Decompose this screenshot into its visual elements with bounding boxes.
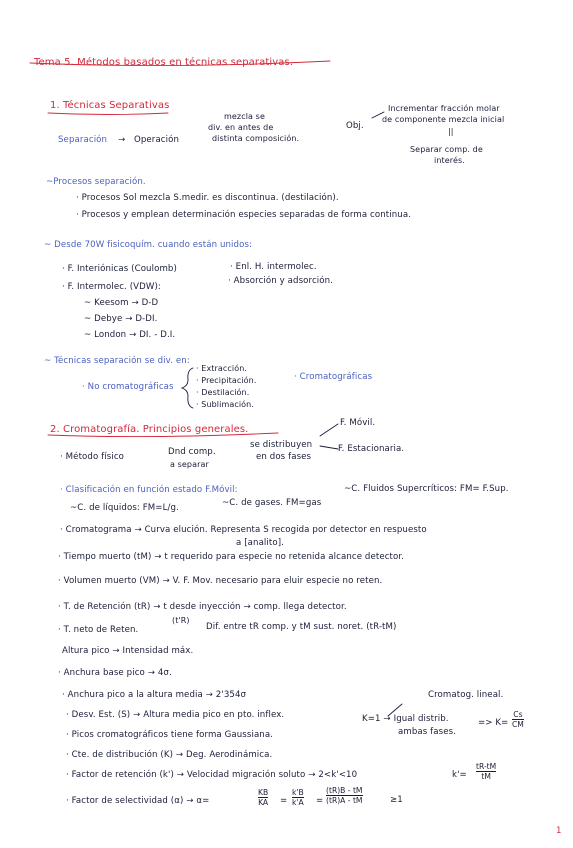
kprime-fraction: tR-tM tM	[476, 762, 497, 781]
london: ~ London → DI. - D.I.	[84, 330, 176, 340]
enl-h: · Enl. H. intermolec.	[230, 262, 317, 272]
clasificacion: · Clasificación en función estado F.Móvil:	[60, 485, 238, 495]
t-neto-sym: (t'R)	[172, 616, 190, 625]
k-fraction: Cs CM	[512, 710, 524, 729]
kpb-kpa-fraction: k'B k'A	[292, 788, 304, 807]
no-cromatograficas: · No cromatográficas	[82, 382, 174, 392]
cromatograficas: · Cromatográficas	[294, 372, 373, 382]
page-title: Tema 5. Métodos basados en técnicas separativas.	[34, 57, 294, 68]
volumen-muerto: · Volumen muerto (VM) → V. F. Mov. necesario para eluir especie no reten.	[58, 576, 383, 586]
picos-gaussiana: · Picos cromatográficos tiene forma Gaussiana.	[66, 730, 274, 740]
anchura-media: · Anchura pico a la altura media → 2'354σ	[62, 690, 247, 700]
k1-igual: K=1 → Igual distrib.	[362, 714, 449, 724]
div-text: div. en antes de	[208, 123, 274, 132]
procesos-heading: ~Procesos separación.	[46, 177, 146, 187]
mezcla-text: mezcla se	[224, 112, 265, 121]
f-estacionaria: F. Estacionaria.	[338, 444, 405, 454]
proceso-2: · Procesos y emplean determinación especies separadas de forma continua.	[76, 210, 412, 220]
separar-text: Separar comp. de	[410, 145, 483, 154]
f-movil: F. Móvil.	[340, 418, 376, 428]
cte-distribucion: · Cte. de distribución (K) → Deg. Aerodinámica.	[66, 750, 273, 760]
equals-1: =	[280, 796, 288, 806]
sublimacion: · Sublimación.	[196, 400, 254, 409]
separacion-label: Separación	[58, 135, 108, 145]
proceso-1: · Procesos Sol mezcla S.medir. es discontinua. (destilación).	[76, 193, 339, 203]
c-liquidos: ~C. de líquidos: FM=L/g.	[70, 503, 179, 513]
desde-heading: ~ Desde 70W fisicoquím. cuando están unidos:	[44, 240, 253, 250]
incremento-1: Incrementar fracción molar	[388, 104, 500, 113]
t-neto-def: Dif. entre tR comp. y tM sust. noret. (tR-tM)	[206, 622, 397, 632]
kb-ka-fraction: KB KA	[258, 788, 269, 807]
tecnicas-heading: ~ Técnicas separación se div. en:	[44, 356, 190, 366]
equals-2: =	[316, 796, 324, 806]
c-gases: ~C. de gases. FM=gas	[222, 498, 322, 508]
k-formula: => K=	[478, 718, 509, 728]
t-neto: · T. neto de Reten.	[58, 625, 139, 635]
a-separar: a separar	[170, 460, 209, 469]
distinta-text: distinta composición.	[212, 134, 300, 143]
cromatog-lineal: Cromatog. lineal.	[428, 690, 504, 700]
kprime-formula: k'=	[452, 770, 467, 780]
section-2-heading: 2. Cromatografía. Principios generales.	[50, 424, 249, 435]
se-distribuyen: se distribuyen	[250, 440, 313, 450]
altura-pico: Altura pico → Intensidad máx.	[62, 646, 194, 656]
obj-text: Obj.	[346, 121, 364, 131]
f-intermolec: · F. Intermolec. (VDW):	[62, 282, 161, 292]
keesom: ~ Keesom → D-D	[84, 298, 159, 308]
metodo-fisico: · Método físico	[60, 452, 124, 462]
desv-est: · Desv. Est. (S) → Altura media pico en pto. inflex.	[66, 710, 285, 720]
page-number: 1	[556, 826, 562, 836]
destilacion: · Destilación.	[196, 388, 250, 397]
factor-retencion: · Factor de retención (k') → Velocidad migración soluto → 2<k'<10	[66, 770, 358, 780]
anchura-base: · Anchura base pico → 4σ.	[58, 668, 172, 678]
cromatograma: · Cromatograma → Curva elución. Representa S recogida por detector en respuesto	[60, 525, 427, 535]
extraccion: · Extracción.	[196, 364, 248, 373]
incremento-2: de componente mezcla inicial	[382, 115, 505, 124]
t-retencion: · T. de Retención (tR) → t desde inyección → comp. llega detector.	[58, 602, 347, 612]
tr-selectivity-fraction: (tR)B - tM (tR)A - tM	[326, 786, 363, 805]
equal-sign: ||	[448, 127, 454, 136]
section-1-heading: 1. Técnicas Separativas	[50, 100, 170, 111]
arrow: →	[118, 135, 126, 145]
debye: ~ Debye → D-DI.	[84, 314, 158, 324]
f-interionicas: · F. Interiónicas (Coulomb)	[62, 264, 177, 274]
interes-text: interés.	[434, 156, 465, 165]
en-dos-fases: en dos fases	[256, 452, 312, 462]
absorcion: · Absorción y adsorción.	[228, 276, 333, 286]
precipitacion: · Precipitación.	[196, 376, 257, 385]
gte-one: ≥1	[390, 795, 403, 805]
k1-fases: ambas fases.	[398, 727, 457, 737]
factor-selectividad: · Factor de selectividad (α) → α=	[66, 796, 210, 806]
dnd-comp: Dnd comp.	[168, 447, 216, 457]
operacion-text: Operación	[134, 135, 180, 145]
tiempo-muerto: · Tiempo muerto (tM) → t requerido para especie no retenida alcance detector.	[58, 552, 405, 562]
cromatograma-2: a [analito].	[236, 538, 285, 548]
c-fluidos: ~C. Fluidos Supercríticos: FM= F.Sup.	[344, 484, 509, 494]
